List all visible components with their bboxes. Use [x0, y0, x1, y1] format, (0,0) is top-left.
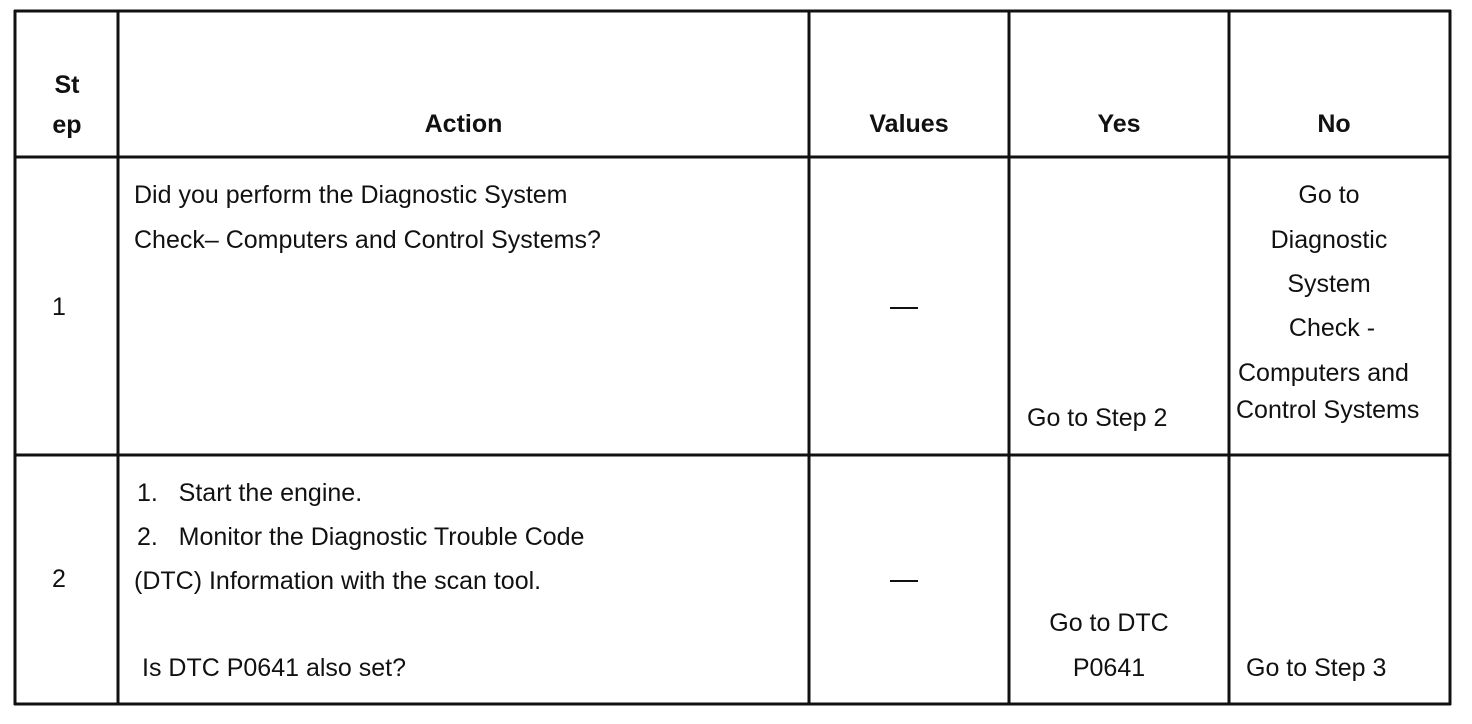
header-yes: Yes: [1097, 110, 1141, 138]
row-1-yes: Go to Step 2: [1027, 404, 1168, 432]
row-1-no-line-4: Check -: [1288, 314, 1376, 342]
row-2-step: 2: [52, 565, 66, 593]
row-1-no-line-5: Computers and: [1238, 359, 1409, 387]
row-1-action-line-2: Check– Computers and Control Systems?: [134, 226, 601, 254]
header-no: No: [1317, 110, 1351, 138]
row-1-values-dash: [890, 307, 918, 309]
row-2-values-dash: [890, 580, 918, 582]
row-2-action-line-2: 2. Monitor the Diagnostic Trouble Code: [137, 523, 585, 551]
header-step-line-1: St: [54, 71, 80, 99]
row-1-no-line-1: Go to: [1298, 181, 1360, 209]
row-1-no-line-2: Diagnostic: [1270, 226, 1388, 254]
row-2-action-line-1: 1. Start the engine.: [137, 479, 363, 507]
row-2-yes-line-2: P0641: [1072, 654, 1146, 682]
row-1-action-line-1: Did you perform the Diagnostic System: [134, 181, 568, 209]
header-step-line-2: ep: [52, 111, 82, 139]
header-values: Values: [869, 110, 949, 138]
row-1-step: 1: [52, 293, 66, 321]
header-step: [16, 70, 118, 140]
header-action: Action: [424, 110, 503, 138]
row-1-no-line-6: Control Systems: [1236, 396, 1420, 424]
row-1-no-line-3: System: [1287, 270, 1371, 298]
row-2-no: Go to Step 3: [1246, 654, 1387, 682]
row-2-action-line-4: Is DTC P0641 also set?: [142, 654, 407, 682]
row-2-yes-line-1: Go to DTC: [1049, 609, 1169, 637]
row-2-action-line-3: (DTC) Information with the scan tool.: [134, 567, 542, 595]
